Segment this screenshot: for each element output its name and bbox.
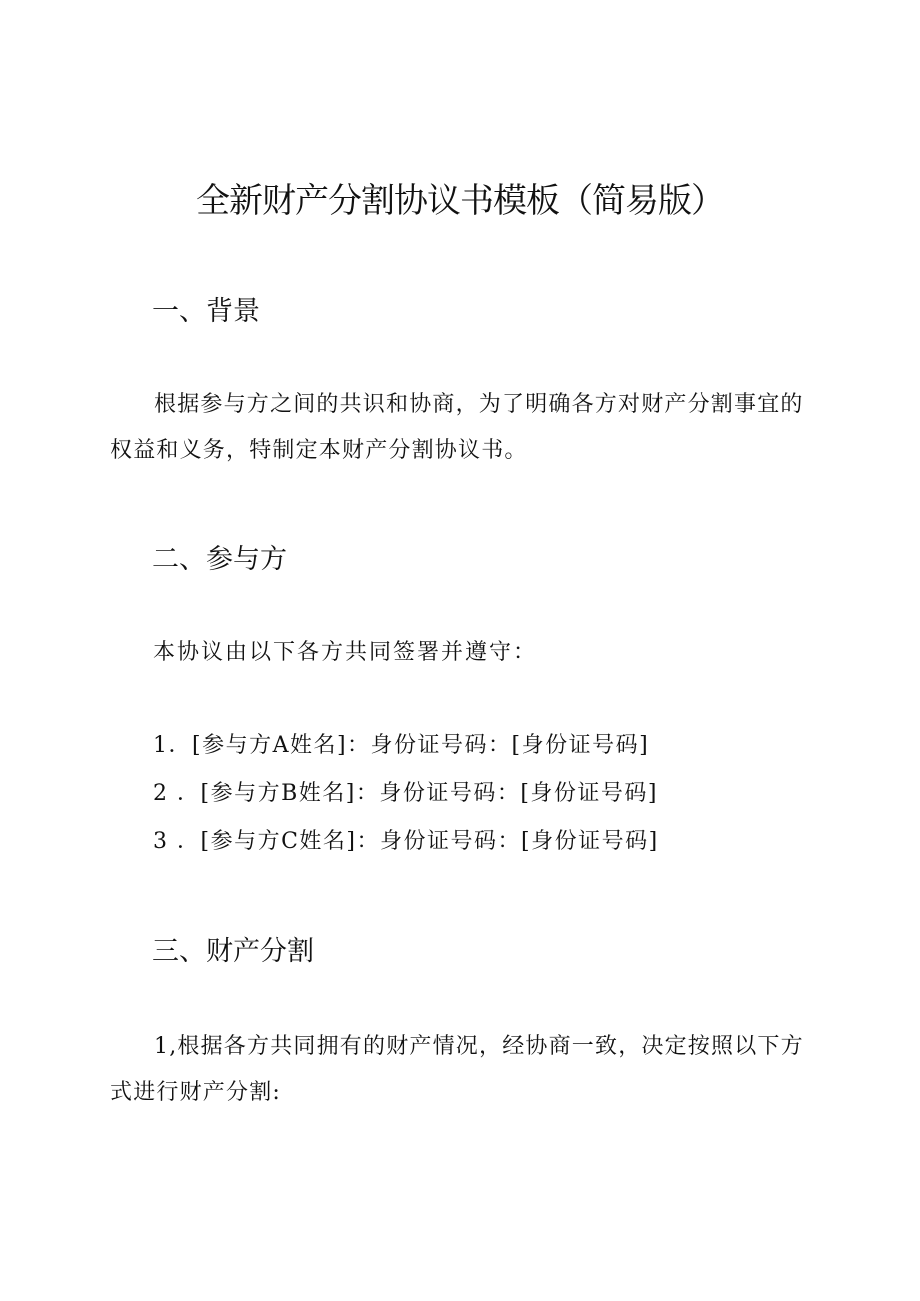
party-list-item-b: 2 ．[参与方B姓名]：身份证号码：[身份证号码] [153,781,658,806]
document-title: 全新财产分割协议书模板（简易版） [196,181,724,221]
party-list-item-a: 1．[参与方A姓名]：身份证号码：[身份证号码] [153,733,650,758]
parties-intro: 本协议由以下各方共同签署并遵守： [153,640,538,665]
background-paragraph: 根据参与方之间的共识和协商，为了明确各方对财产分割事宜的权益和义务，特制定本财产分割协议书。 [110,392,804,463]
division-paragraph: 1,根据各方共同拥有的财产情况，经协商一致，决定按照以下方式进行财产分割: [110,1034,804,1105]
section-heading-background: 一、背景 [152,296,260,327]
party-list-item-c: 3 ．[参与方C姓名]：身份证号码：[身份证号码] [153,829,659,854]
section-heading-division: 三、财产分割 [152,936,314,967]
section-heading-parties: 二、参与方 [152,544,287,575]
